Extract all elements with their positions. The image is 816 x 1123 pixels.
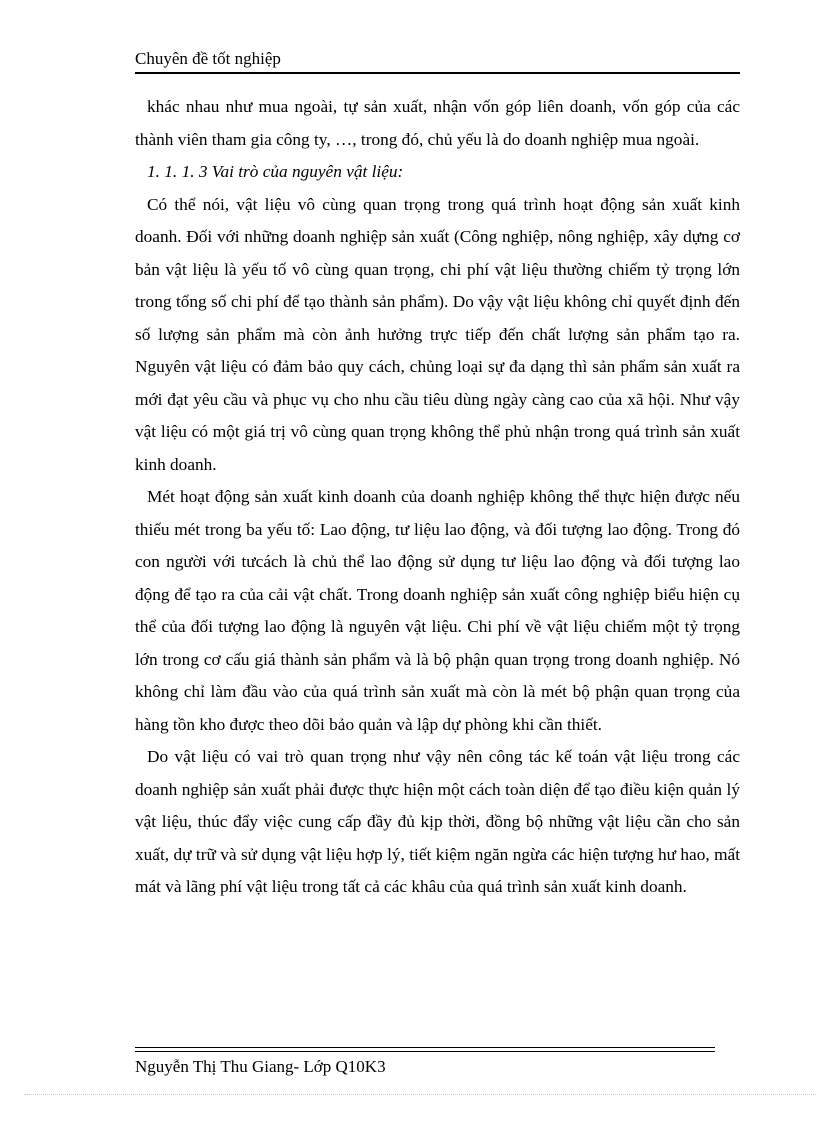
page-footer xyxy=(135,1056,386,1078)
document-body xyxy=(135,91,740,904)
paragraph-3: Do vật liệu có vai trò quan trọng như vậy nên công tác kế toán vật liệu trong các doanh nghiệp sản xuất phải được thực hiện một cách toàn diện để tạo điều kiện quản lý vật liệu, thúc đẩy việc cung cấp đầy đủ kịp thời, đồng bộ những vật liệu cần cho sản xuất, dự trữ và sử dụng vật liệu hợp lý, tiết kiệm ngăn ngừa các hiện tượng hư hao, mất mát và lãng phí vật liệu trong tất cả các khâu của quá trình sản xuất kinh doanh. xyxy=(135,747,740,896)
footer-divider xyxy=(135,1047,715,1052)
paragraph-continuation: khác nhau như mua ngoài, tự sản xuất, nhận vốn góp liên doanh, vốn góp của các thành viên tham gia công ty, …, trong đó, chủ yếu là do doanh nghiệp mua ngoài. xyxy=(135,97,740,149)
footer-author: Nguyễn Thị Thu Giang- Lớp Q10K3 xyxy=(135,1057,386,1076)
page-break-line xyxy=(24,1094,816,1095)
header-title: Chuyên đề tốt nghiệp xyxy=(135,49,281,68)
paragraph-2: Mét hoạt động sản xuất kinh doanh của doanh nghiệp không thể thực hiện được nếu thiếu mét trong ba yếu tố: Lao động, tư liệu lao động, và đối tượng lao động. Trong đó con người với tưcách là chủ thể lao động sử dụng tư liệu lao động và đối tượng lao động để tạo ra của cải vật chất. Trong doanh nghiệp sản xuất công nghiệp biểu hiện cụ thể của đối tượng lao động là nguyên vật liệu. Chi phí về vật liệu chiếm một tỷ trọng lớn trong cơ cấu giá thành sản phẩm và là bộ phận quan trọng trong doanh nghiệp. Nó không chỉ làm đầu vào của quá trình sản xuất mà còn là mét bộ phận quan trọng của hàng tồn kho được theo dõi bảo quản và lập dự phòng khi cần thiết. xyxy=(135,487,740,734)
paragraph-1: Có thể nói, vật liệu vô cùng quan trọng trong quá trình hoạt động sản xuất kinh doanh. Đối với những doanh nghiệp sản xuất (Công nghiệp, nông nghiệp, xây dựng cơ bản vật liệu là yếu tố vô cùng quan trọng, chi phí vật liệu thường chiếm tỷ trọng lớn trong tổng số chi phí để tạo thành sản phẩm). Do vậy vật liệu không chỉ quyết định đến số lượng sản phẩm mà còn ảnh hưởng trực tiếp đến chất lượng sản phẩm tạo ra. Nguyên vật liệu có đảm bảo quy cách, chủng loại sự đa dạng thì sản phẩm sản xuất ra mới đạt yêu cầu và phục vụ cho nhu cầu tiêu dùng ngày càng cao của xã hội. Như vậy vật liệu có một giá trị vô cùng quan trọng không thể phủ nhận trong quá trình sản xuất kinh doanh. xyxy=(135,194,740,474)
section-heading: 1. 1. 1. 3 Vai trò của nguyên vật liệu: xyxy=(147,162,404,181)
page-header xyxy=(135,48,740,74)
